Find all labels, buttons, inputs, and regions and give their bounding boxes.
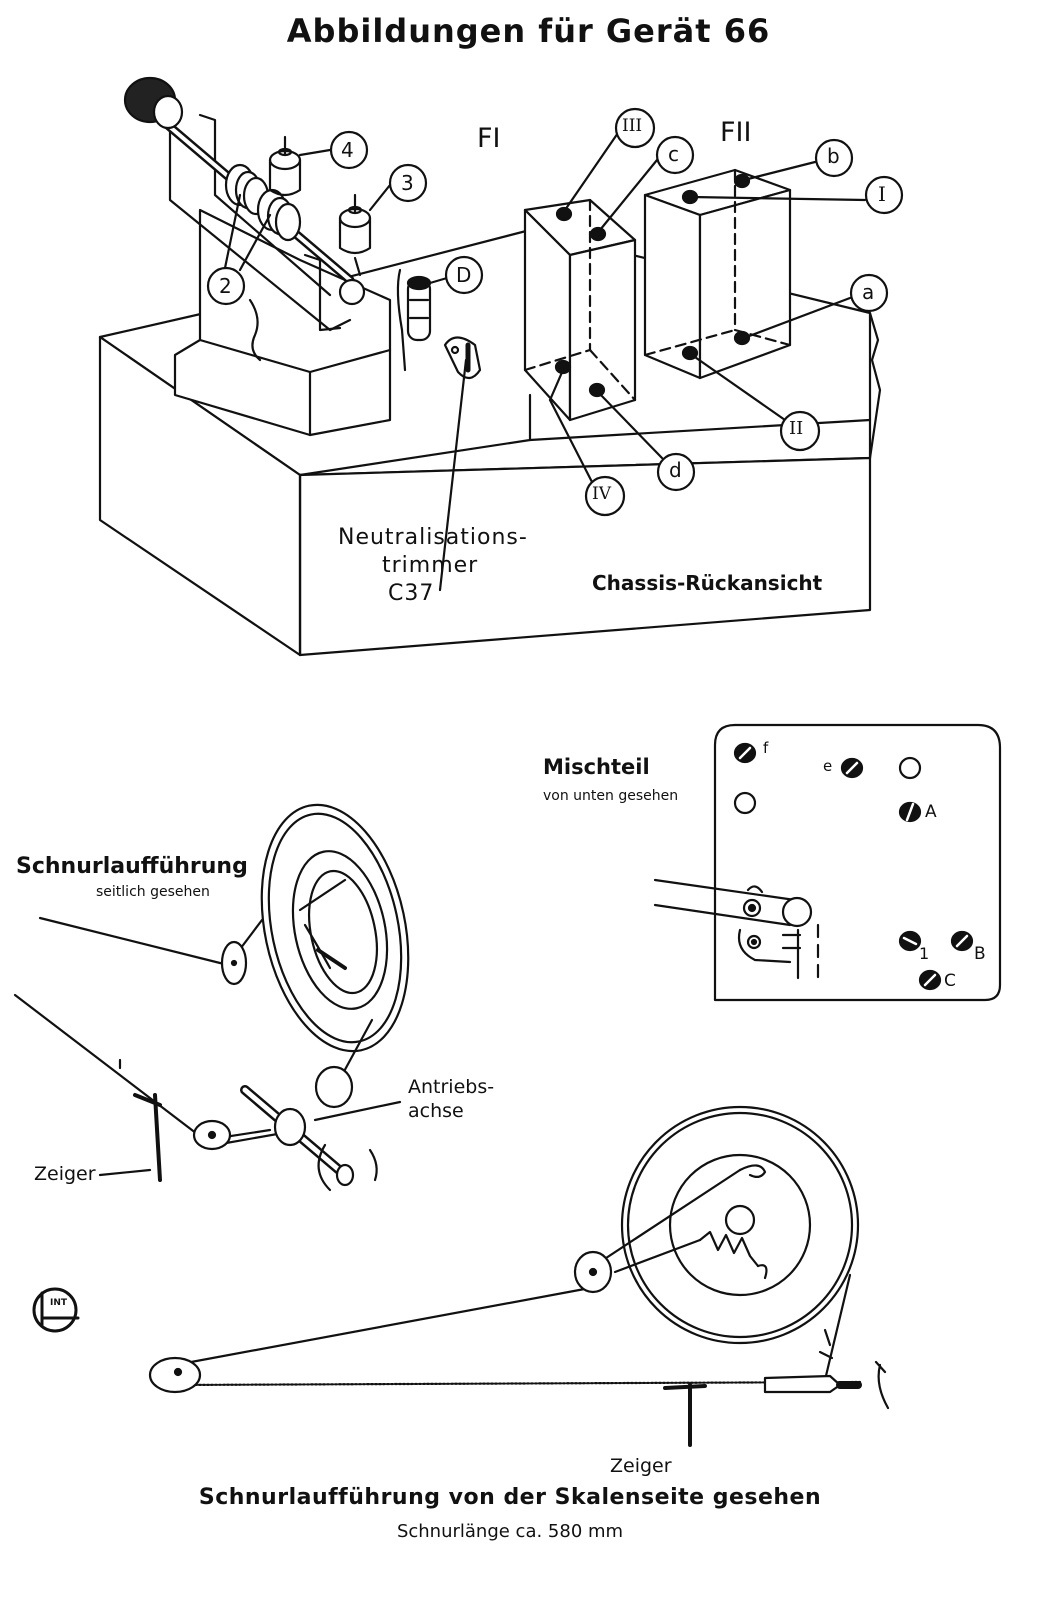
callout-3: 3 — [401, 171, 414, 195]
side-view-subtitle: seitlich gesehen — [96, 884, 210, 900]
trimmer-4-icon — [270, 137, 300, 195]
mischteil-title: Mischteil — [543, 755, 650, 779]
mischteil-mark-B: B — [974, 944, 986, 964]
page-title: Abbildungen für Gerät 66 — [286, 12, 771, 50]
mischteil-mark-1: 1 — [919, 944, 930, 963]
callout-2: 2 — [219, 274, 232, 298]
cord-length-note: Schnurlänge ca. 580 mm — [396, 1521, 624, 1542]
callout-b: b — [827, 144, 840, 168]
callout-4: 4 — [341, 138, 354, 162]
callout-c: c — [668, 142, 679, 166]
filter-FII-label: FII — [720, 117, 752, 148]
callout-III: III — [622, 116, 643, 136]
side-view-drawing — [15, 791, 429, 1190]
drive-axle-label-1: Antriebs- — [408, 1076, 495, 1098]
callout-II: II — [789, 418, 804, 439]
mischteil-mark-e: e — [823, 757, 833, 775]
callout-D: D — [456, 263, 472, 287]
mischteil-mark-C: C — [944, 971, 956, 991]
side-drum-icon — [241, 791, 430, 1065]
filter-FI-label: FI — [477, 123, 501, 154]
scale-pulley-icon — [150, 1358, 200, 1392]
mischteil-mark-A: A — [925, 802, 937, 822]
callout-IV: IV — [592, 484, 611, 504]
mischteil-subtitle: von unten gesehen — [543, 788, 679, 804]
side-pointer-label: Zeiger — [34, 1163, 96, 1185]
callout-I: I — [878, 182, 886, 206]
mischteil-lever — [655, 880, 818, 980]
drive-axle-label-2: achse — [408, 1100, 464, 1122]
trimmer-label-2: trimmer — [382, 553, 479, 578]
callout-d: d — [669, 458, 682, 482]
scale-view-drawing — [150, 1107, 888, 1445]
side-view-title: Schnurlaufführung — [16, 854, 248, 879]
coil-right — [258, 190, 300, 240]
chassis-drawing — [100, 78, 902, 655]
trimmer-label-1: Neutralisations- — [338, 525, 528, 550]
callout-a: a — [862, 280, 875, 304]
side-pointer-icon — [155, 1095, 160, 1180]
trimmer-label-3: C37 — [388, 581, 435, 606]
filter-FI-box — [525, 200, 635, 420]
int-logo-text: INT — [50, 1298, 68, 1308]
scale-pointer-label: Zeiger — [610, 1455, 672, 1477]
mischteil-mark-f: f — [763, 739, 769, 757]
chassis-caption: Chassis-Rückansicht — [592, 571, 823, 595]
filter-FII-box — [645, 170, 790, 378]
trimmer-3-icon — [340, 195, 370, 275]
int-logo — [34, 1289, 78, 1331]
scale-view-caption: Schnurlaufführung von der Skalenseite gesehen — [198, 1485, 822, 1510]
drive-axle-icon — [245, 1090, 377, 1190]
